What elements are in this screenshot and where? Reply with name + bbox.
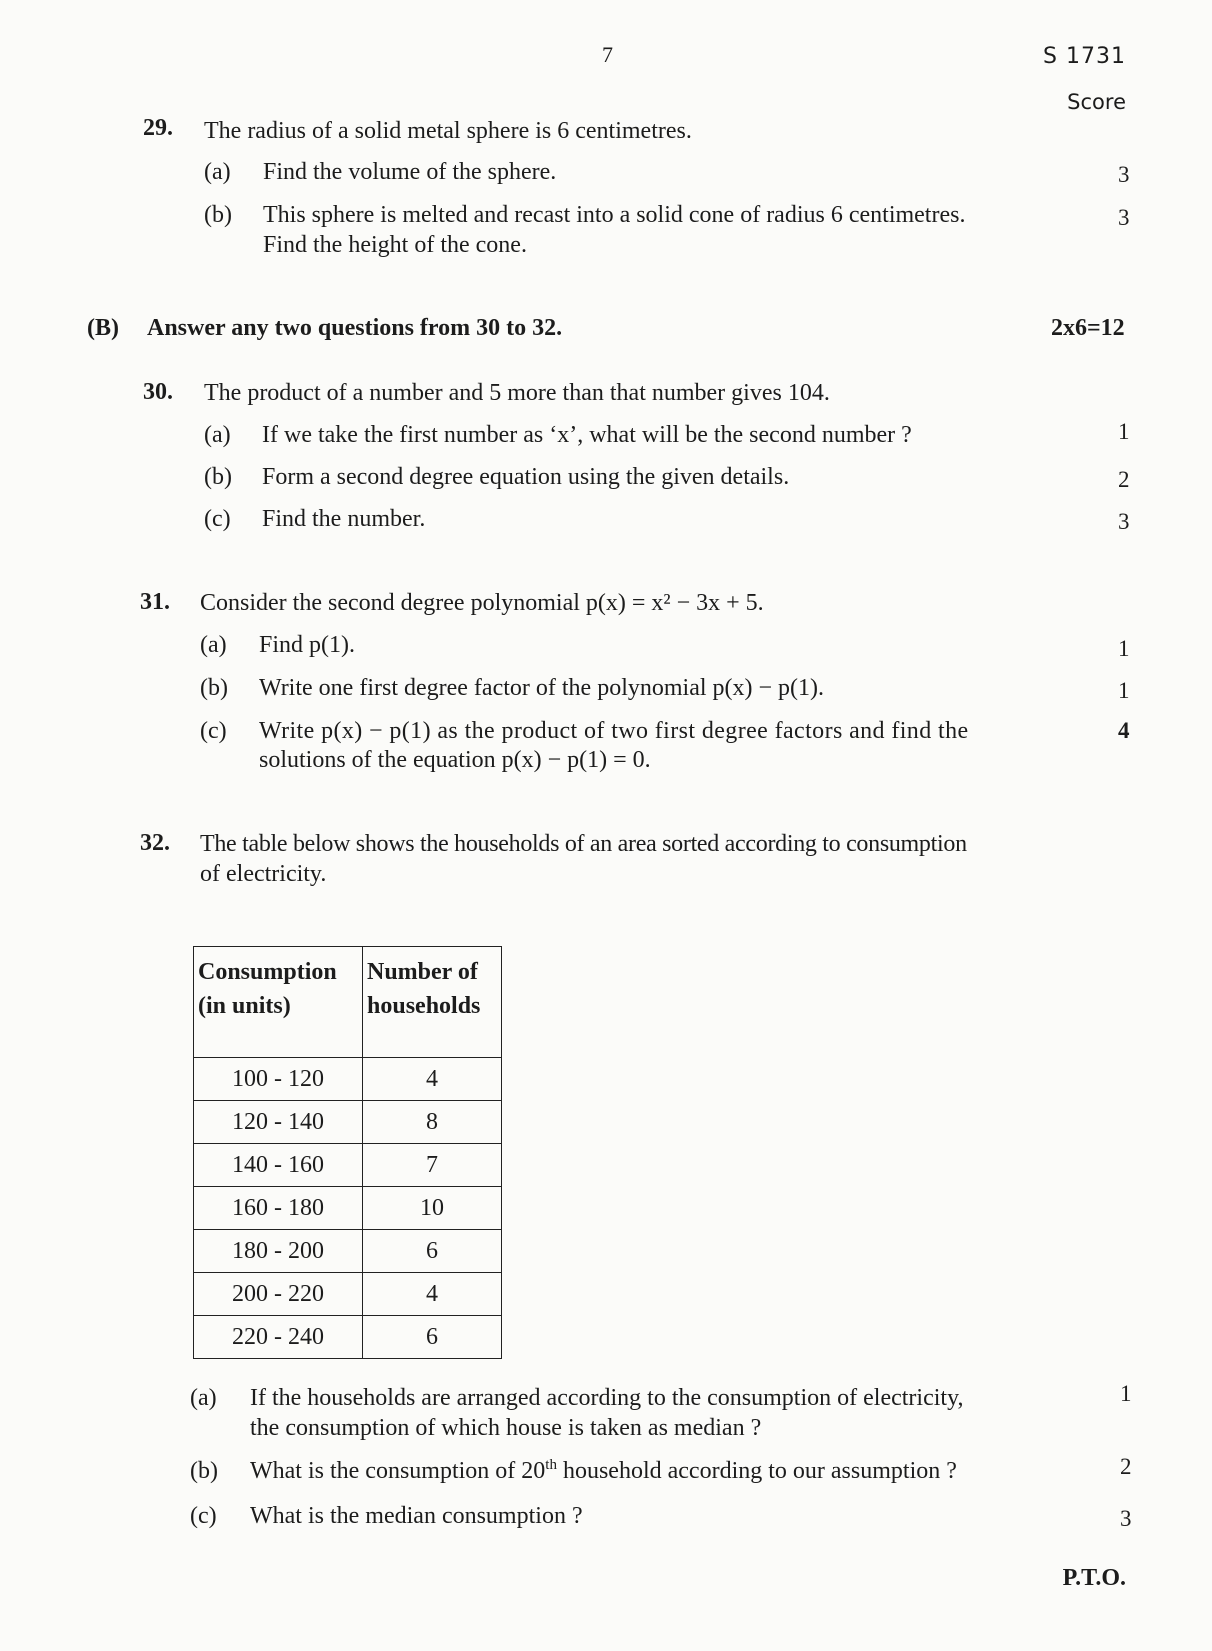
table-cell-consumption: 140 - 160 <box>194 1144 363 1187</box>
question-29-part-a-text: Find the volume of the sphere. <box>263 159 557 185</box>
question-30-part-b-label: (b) <box>204 464 232 490</box>
score-column-label: Score <box>1067 90 1126 114</box>
please-turn-over-note: P.T.O. <box>1062 1565 1126 1591</box>
table-cell-consumption: 120 - 140 <box>194 1101 363 1144</box>
section-b-instruction: Answer any two questions from 30 to 32. <box>147 315 563 341</box>
question-32-part-b-score: 2 <box>1120 1454 1132 1479</box>
question-32-number: 32. <box>140 830 170 856</box>
section-b-label: (B) <box>87 315 119 341</box>
question-32-part-b-label: (b) <box>190 1458 218 1484</box>
question-30-part-c-text: Find the number. <box>262 506 426 532</box>
table-row <box>194 1101 502 1144</box>
question-29-part-b-score: 3 <box>1118 205 1130 230</box>
question-30-part-a-score: 1 <box>1118 419 1130 444</box>
question-31-part-a-score: 1 <box>1118 636 1130 661</box>
question-32-part-c-score: 3 <box>1120 1506 1132 1531</box>
table-cell-households: 4 <box>363 1058 502 1101</box>
question-29-number: 29. <box>143 115 173 141</box>
document-code: S 1731 <box>1043 44 1126 69</box>
table-cell-households: 8 <box>363 1101 502 1144</box>
question-31-stem: Consider the second degree polynomial p(x) = x² − 3x + 5. <box>200 590 764 616</box>
table-row <box>194 1273 502 1316</box>
question-29-part-a-score: 3 <box>1118 162 1130 187</box>
question-31-part-a-label: (a) <box>200 632 227 658</box>
question-29-stem: The radius of a solid metal sphere is 6 centimetres. <box>204 118 692 144</box>
table-row <box>194 1144 502 1187</box>
table-cell-households: 10 <box>363 1187 502 1230</box>
question-30-part-b-text: Form a second degree equation using the given details. <box>262 464 790 490</box>
table-cell-households: 6 <box>363 1316 502 1359</box>
question-32-stem-line2: of electricity. <box>200 861 327 887</box>
question-32-part-b-text: What is the consumption of 20th household according to our assumption ? <box>250 1457 957 1484</box>
question-29-part-b-text: This sphere is melted and recast into a solid cone of radius 6 centimetres. <box>263 202 966 228</box>
table-header-consumption: Consumption (in units) <box>194 947 363 1058</box>
question-32-part-a-label: (a) <box>190 1385 217 1411</box>
table-row <box>194 1187 502 1230</box>
table-cell-consumption: 160 - 180 <box>194 1187 363 1230</box>
question-31-number: 31. <box>140 589 170 615</box>
question-31-part-b-score: 1 <box>1118 678 1130 703</box>
table-row <box>194 1316 502 1359</box>
table-header-row <box>194 947 502 1058</box>
question-30-part-a-text: If we take the first number as ‘x’, what will be the second number ? <box>262 422 912 448</box>
question-30-stem: The product of a number and 5 more than that number gives 104. <box>204 380 830 406</box>
table-cell-households: 7 <box>363 1144 502 1187</box>
question-31-part-c-score: 4 <box>1118 718 1130 743</box>
question-31-part-c-label: (c) <box>200 718 227 744</box>
question-31-part-b-label: (b) <box>200 675 228 701</box>
table-header-households: Number of households <box>363 947 502 1058</box>
question-30-part-c-label: (c) <box>204 506 231 532</box>
question-31-part-b-text: Write one first degree factor of the polynomial p(x) − p(1). <box>259 675 825 701</box>
consumption-table <box>193 946 502 1359</box>
table-cell-consumption: 180 - 200 <box>194 1230 363 1273</box>
table-cell-consumption: 220 - 240 <box>194 1316 363 1359</box>
table-cell-consumption: 200 - 220 <box>194 1273 363 1316</box>
table-row <box>194 1230 502 1273</box>
question-32-part-c-text: What is the median consumption ? <box>250 1503 583 1529</box>
section-b-marks: 2x6=12 <box>1051 315 1125 341</box>
question-32-part-a-text: If the households are arranged according to the consumption of electricity, <box>250 1385 964 1411</box>
question-32-stem: The table below shows the households of an area sorted according to consumption <box>200 831 967 857</box>
question-30-number: 30. <box>143 379 173 405</box>
table-cell-households: 6 <box>363 1230 502 1273</box>
question-30-part-b-score: 2 <box>1118 467 1130 492</box>
question-30-part-c-score: 3 <box>1118 509 1130 534</box>
table-row <box>194 1058 502 1101</box>
question-32-part-a-text-line2: the consumption of which house is taken as median ? <box>250 1415 762 1441</box>
question-29-part-b-label: (b) <box>204 202 232 228</box>
question-30-part-a-label: (a) <box>204 422 231 448</box>
table-cell-consumption: 100 - 120 <box>194 1058 363 1101</box>
question-29-part-a-label: (a) <box>204 159 231 185</box>
page-number: 7 <box>602 42 613 67</box>
question-31-part-c-text: Write p(x) − p(1) as the product of two first degree factors and find the <box>259 718 969 744</box>
question-31-part-c-text-line2: solutions of the equation p(x) − p(1) = 0. <box>259 747 651 773</box>
question-32-part-c-label: (c) <box>190 1503 217 1529</box>
question-32-part-a-score: 1 <box>1120 1381 1132 1406</box>
table-cell-households: 4 <box>363 1273 502 1316</box>
question-31-part-a-text: Find p(1). <box>259 632 355 658</box>
question-29-part-b-text-line2: Find the height of the cone. <box>263 232 527 258</box>
